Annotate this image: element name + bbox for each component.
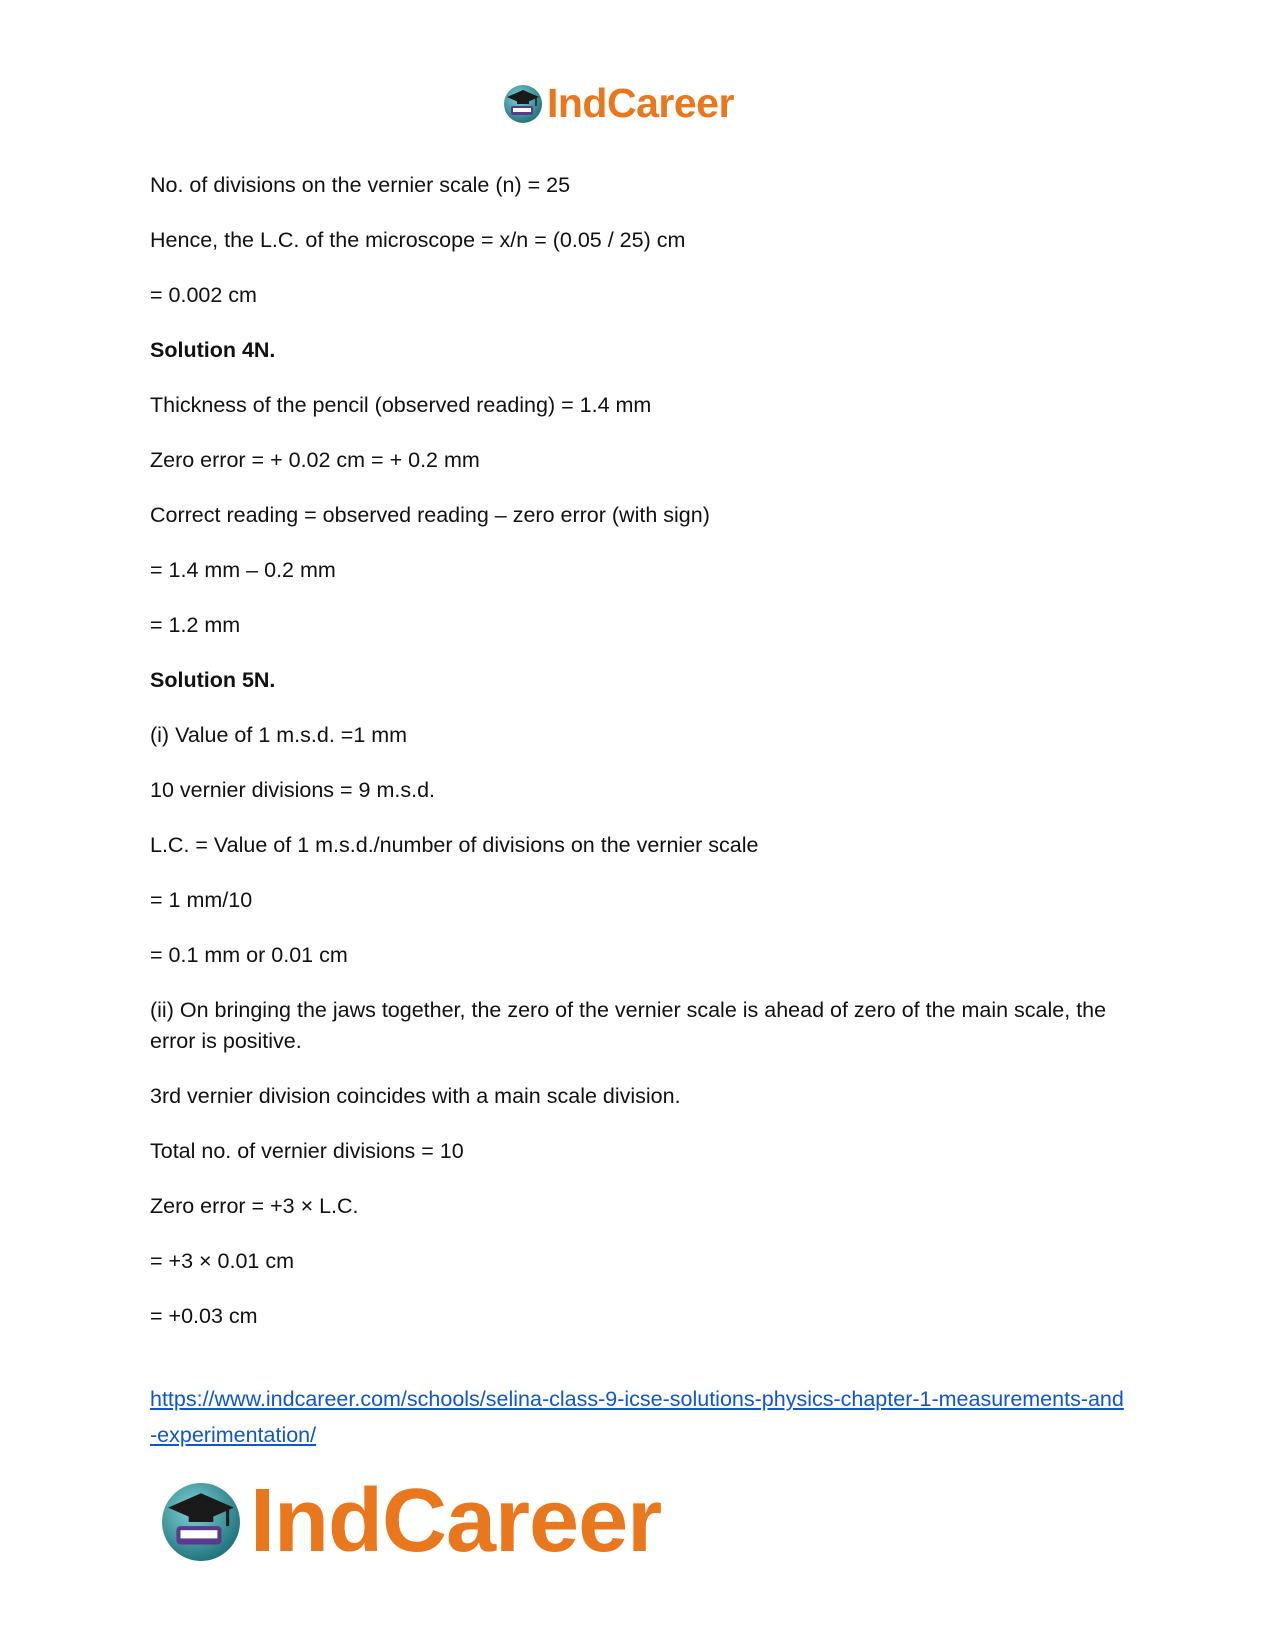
text-line: 3rd vernier division coincides with a main scale division.: [150, 1084, 681, 1108]
text-line: 10 vernier divisions = 9 m.s.d.: [150, 778, 436, 802]
text-line: = 1.2 mm: [150, 613, 241, 637]
text-line: = 0.1 mm or 0.01 cm: [150, 943, 348, 967]
section-heading: Solution 5N.: [150, 668, 276, 692]
text-line: Zero error = +3 × L.C.: [150, 1194, 359, 1218]
text-line: Zero error = + 0.02 cm = + 0.2 mm: [150, 448, 480, 472]
text-line: No. of divisions on the vernier scale (n) = 25: [150, 173, 571, 197]
section-heading: Solution 4N.: [150, 338, 276, 362]
text-line: = 1.4 mm – 0.2 mm: [150, 558, 336, 582]
footer-logo: [160, 1470, 661, 1573]
logo-wordmark: IndCareer: [547, 80, 734, 126]
text-line: Correct reading = observed reading – zero error (with sign): [150, 503, 710, 527]
text-line: Thickness of the pencil (observed reading) = 1.4 mm: [150, 393, 652, 417]
graduation-cap-book-icon: [160, 1481, 242, 1563]
text-line: = 0.002 cm: [150, 283, 257, 307]
text-line: (i) Value of 1 m.s.d. =1 mm: [150, 723, 408, 747]
text-line: = +3 × 0.01 cm: [150, 1249, 295, 1273]
text-line: (ii) On bringing the jaws together, the zero of the vernier scale is ahead of zero of the main scale, the error is positive.: [150, 998, 1107, 1053]
source-link[interactable]: https://www.indcareer.com/schools/selina-class-9-icse-solutions-physics-chapter-1-measurements-and-experimentation/: [150, 1387, 1124, 1447]
text-line: = +0.03 cm: [150, 1304, 258, 1328]
text-line: Hence, the L.C. of the microscope = x/n = (0.05 / 25) cm: [150, 228, 686, 252]
text-line: L.C. = Value of 1 m.s.d./number of divisions on the vernier scale: [150, 833, 759, 857]
header-logo: [503, 80, 734, 127]
text-line: Total no. of vernier divisions = 10: [150, 1139, 464, 1163]
document-body: [150, 170, 1130, 1356]
text-line: = 1 mm/10: [150, 888, 253, 912]
logo-wordmark: IndCareer: [250, 1471, 662, 1571]
graduation-cap-book-icon: [503, 84, 543, 124]
